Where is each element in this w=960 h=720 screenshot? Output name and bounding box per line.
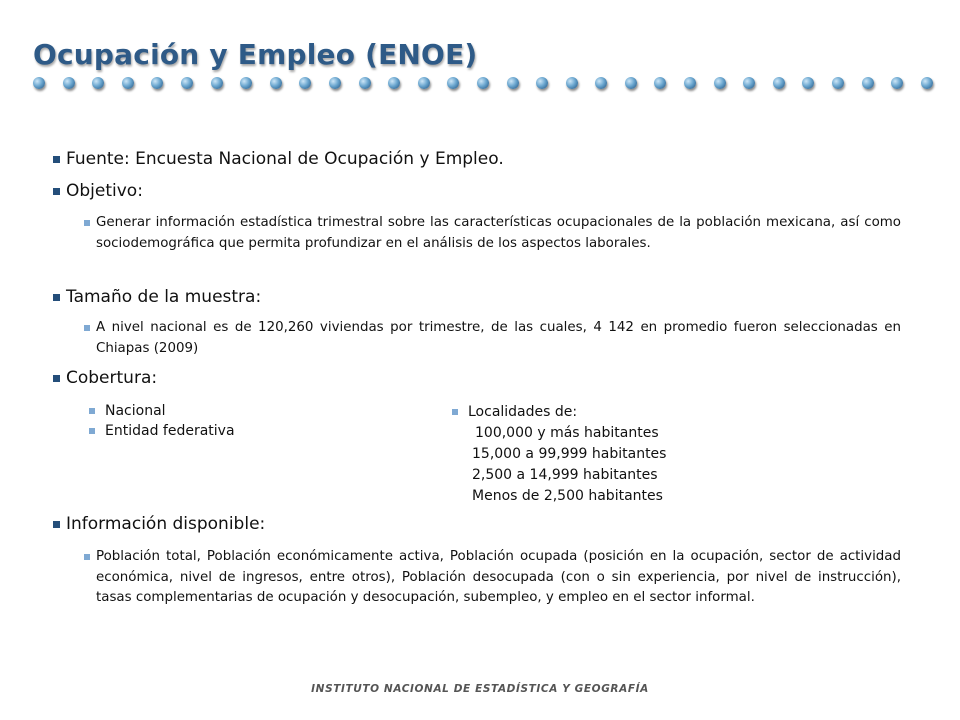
divider-dot-icon bbox=[832, 77, 844, 89]
slide-title: Ocupación y Empleo (ENOE) bbox=[33, 38, 478, 71]
divider-dot-icon bbox=[151, 77, 163, 89]
divider-dot-icon bbox=[921, 77, 933, 89]
divider-dot-icon bbox=[63, 77, 75, 89]
fuente-item: Fuente: Encuesta Nacional de Ocupación y Empleo. bbox=[66, 149, 504, 169]
divider-dot-icon bbox=[122, 77, 134, 89]
divider-dot-icon bbox=[625, 77, 637, 89]
divider-dot-icon bbox=[654, 77, 666, 89]
divider-dot-icon bbox=[240, 77, 252, 89]
divider-dot-icon bbox=[595, 77, 607, 89]
divider-dot-icon bbox=[92, 77, 104, 89]
divider-dot-icon bbox=[33, 77, 45, 89]
divider-dot-icon bbox=[714, 77, 726, 89]
cobertura-item-entidad: Entidad federativa bbox=[105, 423, 235, 439]
divider-dot-icon bbox=[270, 77, 282, 89]
localidad-item: Menos de 2,500 habitantes bbox=[472, 488, 663, 504]
title-dot-divider bbox=[33, 75, 933, 91]
divider-dot-icon bbox=[299, 77, 311, 89]
divider-dot-icon bbox=[773, 77, 785, 89]
divider-dot-icon bbox=[566, 77, 578, 89]
localidades-heading: Localidades de: bbox=[468, 404, 578, 420]
divider-dot-icon bbox=[802, 77, 814, 89]
muestra-text: A nivel nacional es de 120,260 viviendas por trimestre, de las cuales, 4 142 en promedio fueron seleccionadas en Chiapas (2009) bbox=[96, 318, 901, 359]
divider-dot-icon bbox=[418, 77, 430, 89]
divider-dot-icon bbox=[684, 77, 696, 89]
informacion-text: Población total, Población económicamente activa, Población ocupada (posición en la ocupación, sector de actividad económica, nivel de ingresos, entre otros), Población desocupada (con o sin experiencia, por nivel de instrucción), tasas complementarias de ocupación y desocupación, subempleo, y empleo en el sector informal. bbox=[96, 547, 901, 609]
divider-dot-icon bbox=[507, 77, 519, 89]
divider-dot-icon bbox=[181, 77, 193, 89]
divider-dot-icon bbox=[329, 77, 341, 89]
objetivo-text: Generar información estadística trimestral sobre las características ocupacionales de la población mexicana, así como sociodemográfica que permita profundizar en el análisis de los aspectos laborales. bbox=[96, 213, 901, 254]
localidad-item: 15,000 a 99,999 habitantes bbox=[472, 446, 667, 462]
localidad-item: 2,500 a 14,999 habitantes bbox=[472, 467, 658, 483]
divider-dot-icon bbox=[743, 77, 755, 89]
divider-dot-icon bbox=[862, 77, 874, 89]
divider-dot-icon bbox=[211, 77, 223, 89]
footer-institution: INSTITUTO NACIONAL DE ESTADÍSTICA Y GEOGRAFÍA bbox=[311, 683, 649, 695]
objetivo-heading: Objetivo: bbox=[66, 181, 143, 201]
divider-dot-icon bbox=[891, 77, 903, 89]
informacion-heading: Información disponible: bbox=[66, 514, 266, 534]
muestra-heading: Tamaño de la muestra: bbox=[66, 287, 262, 307]
cobertura-heading: Cobertura: bbox=[66, 368, 158, 388]
divider-dot-icon bbox=[447, 77, 459, 89]
localidad-item: 100,000 y más habitantes bbox=[475, 425, 659, 441]
cobertura-item-nacional: Nacional bbox=[105, 403, 166, 419]
divider-dot-icon bbox=[388, 77, 400, 89]
divider-dot-icon bbox=[536, 77, 548, 89]
divider-dot-icon bbox=[359, 77, 371, 89]
divider-dot-icon bbox=[477, 77, 489, 89]
